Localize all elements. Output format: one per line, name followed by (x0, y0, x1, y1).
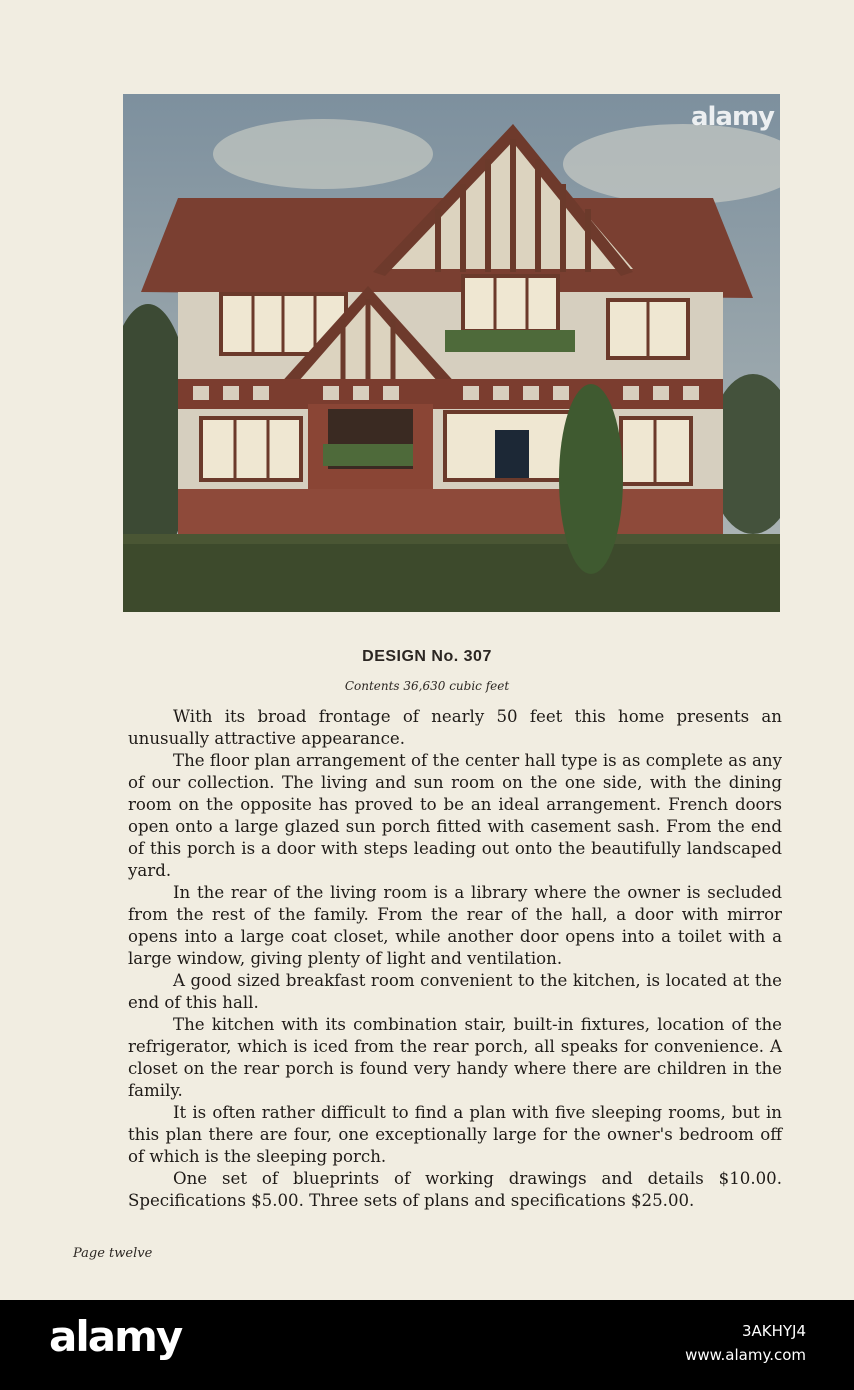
design-contents: Contents 36,630 cubic feet (344, 679, 510, 693)
paragraph: One set of blueprints of working drawings and details $10.00. Specifications $5.00. Three sets of plans and specifications $25.00. (128, 1169, 782, 1210)
paragraph: With its broad frontage of nearly 50 feet this home presents an unusually attractive appearance. (128, 707, 782, 748)
design-title: DESIGN No. 307 (362, 648, 492, 665)
paragraph: The kitchen with its combination stair, built-in fixtures, location of the refrigerator, which is iced from the rear porch, all speaks for convenience. A closet on the rear porch is found very handy where there are children in the family. (128, 1015, 782, 1100)
image-id: 3AKHYJ4 (741, 1322, 806, 1340)
site-url: www.alamy.com (685, 1346, 806, 1364)
house-illustration (123, 94, 780, 612)
brand-logo: alamy (49, 1312, 182, 1361)
paragraph: In the rear of the living room is a library where the owner is secluded from the rest of the family. From the rear of the hall, a door with mirror opens into a large coat closet, while another door opens into a toilet with a large window, giving plenty of light and ventilation. (128, 883, 782, 968)
paragraph: It is often rather difficult to find a plan with five sleeping rooms, but in this plan there are four, one exceptionally large for the owner's bedroom off of which is the sleeping porch. (128, 1103, 782, 1166)
paragraph: The floor plan arrangement of the center hall type is as complete as any of our collection. The living and sun room on the one side, with the dining room on the opposite has proved to be an ideal arrangement. French doors open onto a large glazed sun porch fitted with casement sash. From the end of this porch is a door with steps leading out onto the beautifully landscaped yard. (128, 751, 782, 880)
photo-watermark: alamy (690, 102, 774, 132)
page-number: Page twelve (73, 1246, 153, 1261)
description-text (128, 706, 782, 1212)
paragraph: A good sized breakfast room convenient to the kitchen, is located at the end of this hall. (128, 971, 782, 1012)
house-photo (123, 94, 780, 612)
